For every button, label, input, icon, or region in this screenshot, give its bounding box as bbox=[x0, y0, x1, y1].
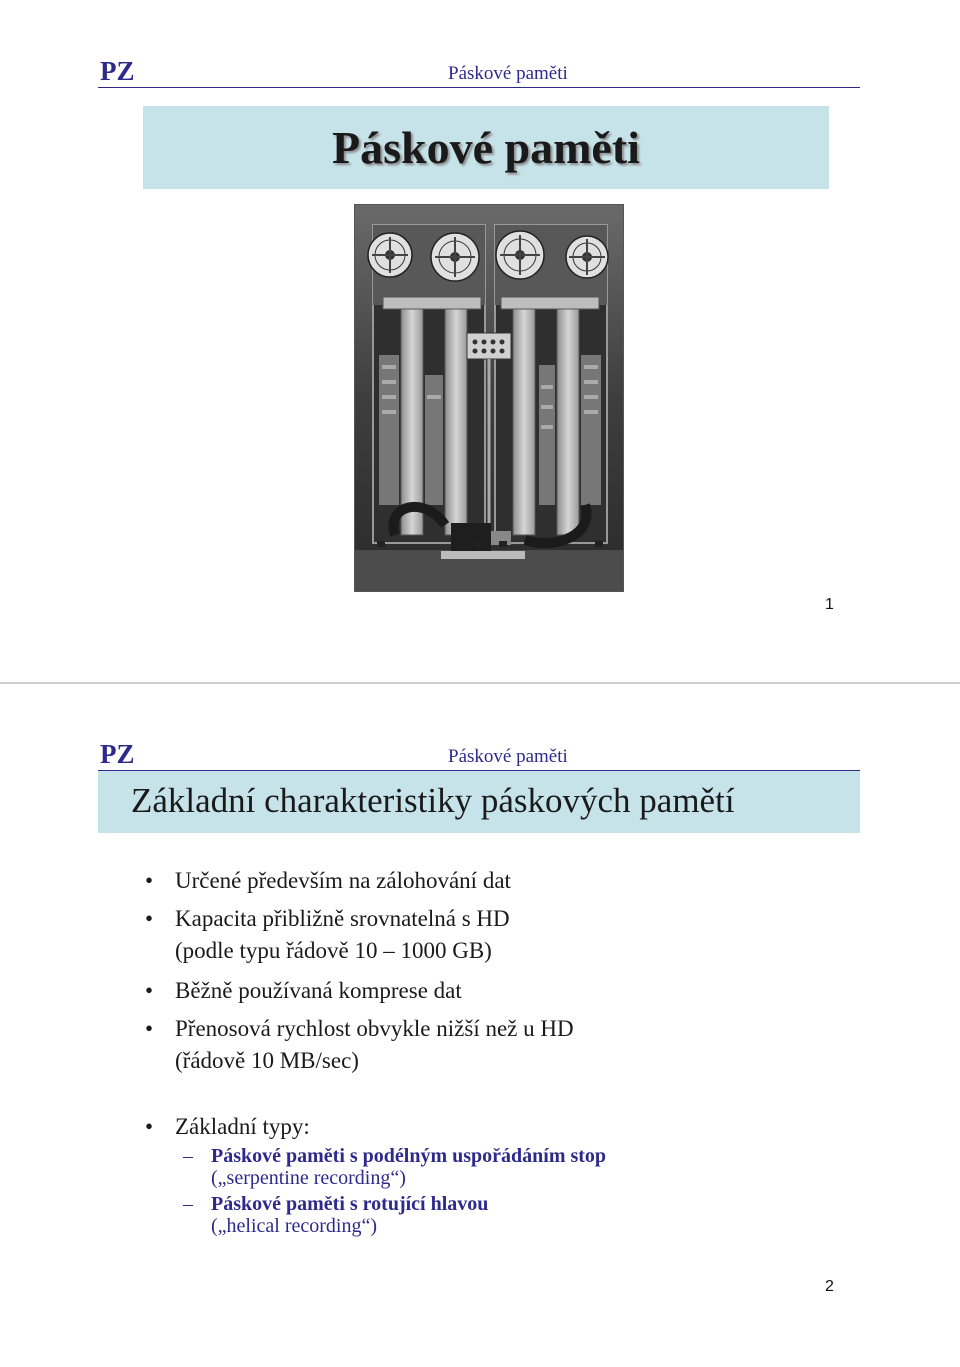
slide-1 bbox=[0, 0, 960, 682]
bullet-dot: • bbox=[145, 1114, 154, 1139]
title-band bbox=[98, 771, 860, 833]
tape-drive-photo bbox=[354, 204, 624, 592]
slide-title: Páskové paměti bbox=[332, 122, 640, 173]
bullet-dot: • bbox=[145, 1016, 154, 1041]
header-rule bbox=[98, 87, 860, 88]
dash-marker: – bbox=[183, 1193, 193, 1215]
page-number: 1 bbox=[825, 596, 834, 613]
bullet-dot: • bbox=[145, 906, 154, 931]
bullet-dot: • bbox=[145, 868, 154, 893]
title-band bbox=[143, 106, 829, 189]
page-number: 2 bbox=[825, 1278, 834, 1295]
dash-marker: – bbox=[183, 1145, 193, 1167]
bullet-dot: • bbox=[145, 978, 154, 1003]
header-title: Páskové paměti bbox=[448, 746, 568, 767]
header-title: Páskové paměti bbox=[448, 63, 568, 84]
logo-pz: PZ bbox=[100, 739, 135, 769]
slide-title: Základní charakteristiky páskových pamětí bbox=[131, 781, 735, 820]
logo-pz: PZ bbox=[100, 56, 135, 86]
